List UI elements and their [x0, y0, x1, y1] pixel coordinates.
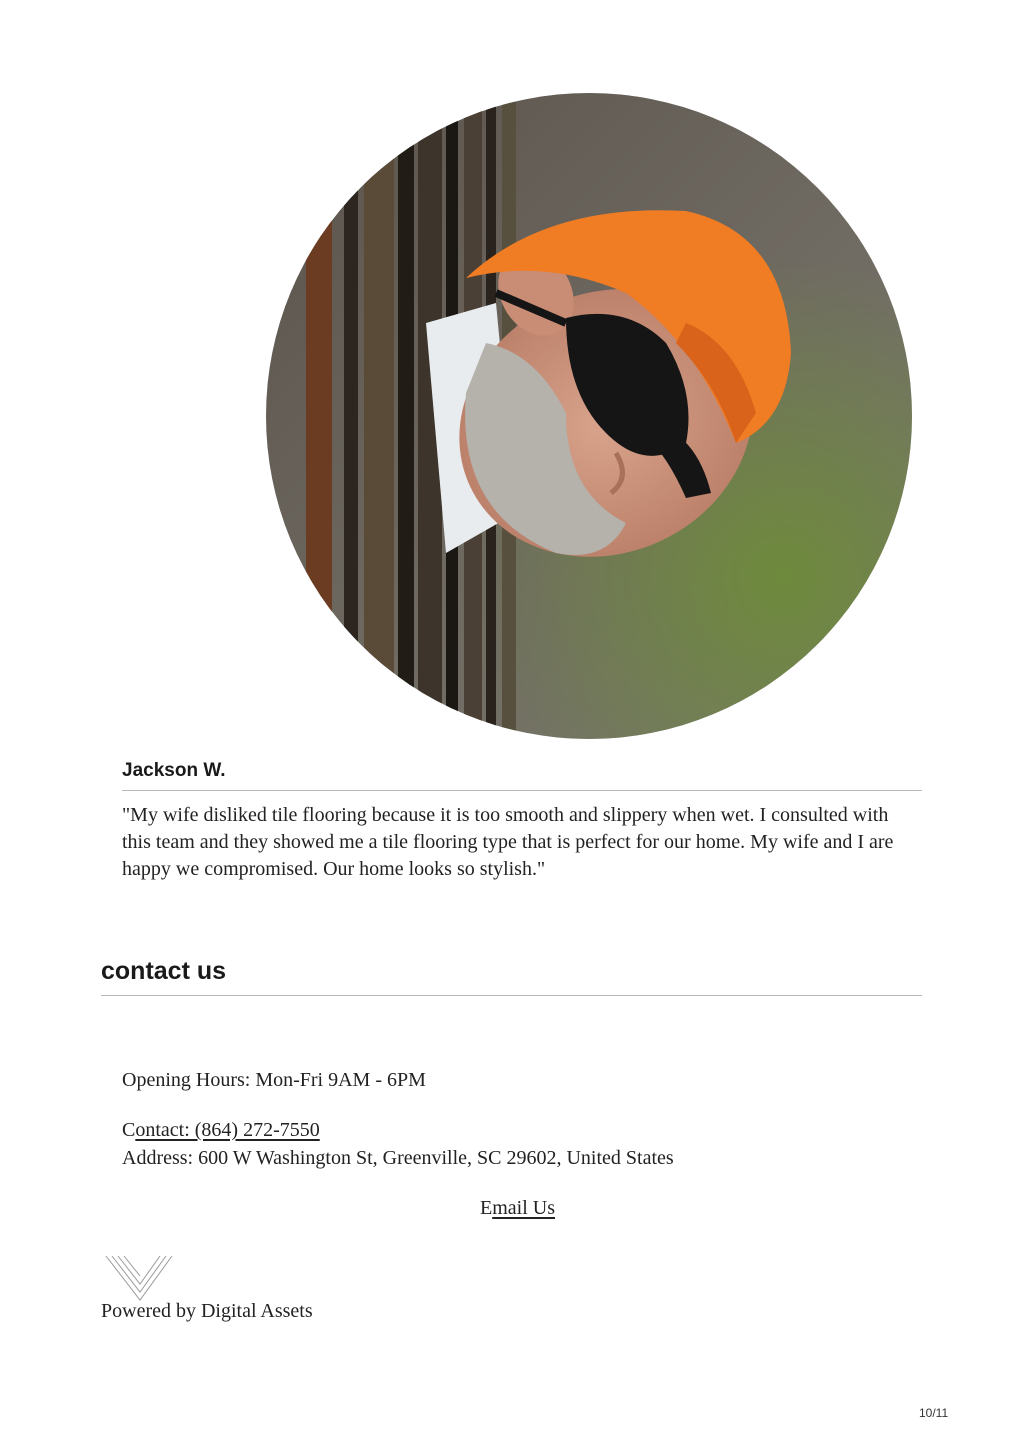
divider — [122, 790, 922, 791]
testimonial-text: "My wife disliked tile flooring because it is too smooth and slippery when wet. I consulted with this team and they showed me a tile flooring type that is perfect for our home. My wife and I are happy we compromised. Our home looks so stylish." — [122, 804, 894, 880]
email-prefix: E — [480, 1197, 493, 1219]
contact-section-title: contact us — [101, 957, 227, 985]
address: Address: 600 W Washington St, Greenville, SC 29602, United States — [122, 1147, 674, 1169]
digital-assets-logo-icon[interactable] — [104, 1254, 174, 1302]
email-us-link[interactable]: mail Us — [492, 1197, 555, 1219]
powered-by: Powered by Digital Assets — [101, 1300, 313, 1322]
page-number: 10/11 — [919, 1406, 949, 1420]
opening-hours: Opening Hours: Mon-Fri 9AM - 6PM — [122, 1069, 426, 1091]
divider — [101, 995, 922, 996]
contact-phone-prefix: C — [122, 1119, 136, 1141]
reviewer-avatar — [266, 93, 912, 739]
reviewer-name: Jackson W. — [122, 760, 226, 781]
reviewer-photo — [266, 93, 912, 739]
contact-phone — [122, 1119, 320, 1142]
email-us — [480, 1197, 555, 1220]
contact-phone-link[interactable]: ontact: (864) 272-7550 — [135, 1119, 320, 1141]
